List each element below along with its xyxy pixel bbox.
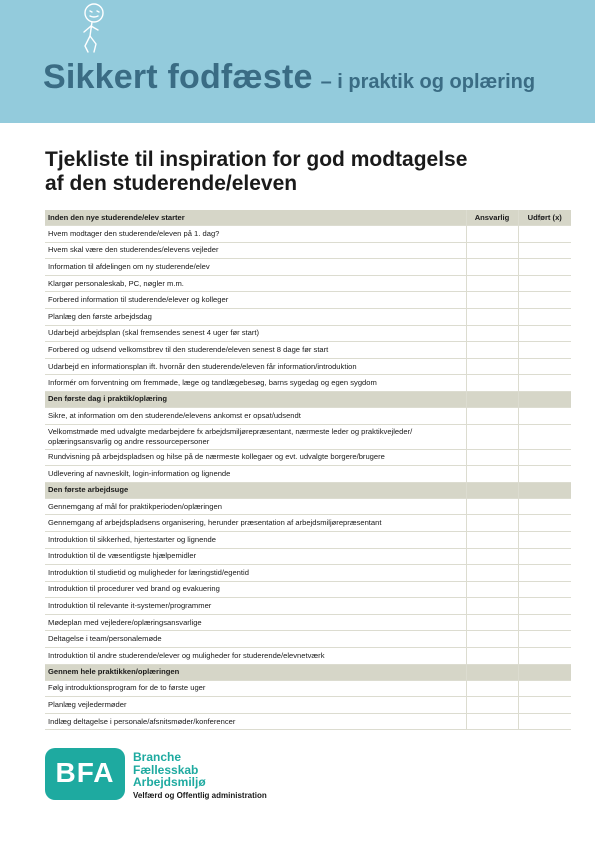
responsible-cell[interactable]: [466, 407, 518, 424]
checklist-item-text: Gennemgang af mål for praktikperioden/oplæringen: [45, 498, 466, 515]
checklist-row: [45, 713, 571, 730]
done-cell[interactable]: [518, 466, 571, 483]
banner-title: [43, 58, 535, 97]
responsible-cell[interactable]: [466, 292, 518, 309]
checklist-item-text: Udarbejd en informationsplan ift. hvornår den studerende/eleven får information/introduktion: [45, 358, 466, 375]
bfa-logo-mark: [45, 748, 125, 800]
responsible-cell[interactable]: [466, 713, 518, 730]
done-cell[interactable]: [518, 275, 571, 292]
responsible-cell[interactable]: [466, 275, 518, 292]
responsible-cell[interactable]: [466, 598, 518, 615]
checklist-item-text: Introduktion til relevante it-systemer/programmer: [45, 598, 466, 615]
checklist-item-text: Information til afdelingen om ny studerende/elev: [45, 259, 466, 276]
responsible-cell[interactable]: [466, 680, 518, 697]
section-header-cell-responsible: [466, 664, 518, 680]
checklist-item-text: Deltagelse i team/personalemøde: [45, 631, 466, 648]
checklist-item-text: Udlevering af navneskilt, login-information og lignende: [45, 466, 466, 483]
checklist-row: [45, 375, 571, 392]
done-cell[interactable]: [518, 648, 571, 665]
done-cell[interactable]: [518, 565, 571, 582]
checklist-row: [45, 424, 571, 449]
column-header-responsible: Ansvarlig: [466, 210, 518, 226]
document-title-line-1: Tjekliste til inspiration for god modtagelse: [45, 148, 468, 171]
checklist-row: [45, 449, 571, 466]
responsible-cell[interactable]: [466, 342, 518, 359]
checklist-item-text: Informér om forventning om fremmøde, læge og tandlægebesøg, barns sygedag og egen sygdom: [45, 375, 466, 392]
section-header-row: [45, 664, 571, 680]
responsible-cell[interactable]: [466, 581, 518, 598]
done-cell[interactable]: [518, 375, 571, 392]
section-header-cell-responsible: [466, 482, 518, 498]
done-cell[interactable]: [518, 515, 571, 532]
bfa-logo-mark-text: BFA: [55, 757, 115, 788]
done-cell[interactable]: [518, 614, 571, 631]
checklist-row: [45, 259, 571, 276]
done-cell[interactable]: [518, 598, 571, 615]
checklist-item-text: Rundvisning på arbejdspladsen og hilse på de nærmeste kollegaer og evt. udvalgte borgere/brugere: [45, 449, 466, 466]
section-header-row: [45, 210, 571, 226]
logo-line-2: Fællesskab: [133, 762, 199, 777]
section-header-cell-responsible: [466, 391, 518, 407]
checklist-item-text: Planlæg vejledermøder: [45, 697, 466, 714]
logo-line-3: Arbejdsmiljø: [133, 775, 206, 789]
column-header-done: Udført (x): [518, 210, 571, 226]
responsible-cell[interactable]: [466, 614, 518, 631]
checklist-row: [45, 407, 571, 424]
section-title: Gennem hele praktikken/oplæringen: [45, 664, 466, 680]
checklist-row: [45, 697, 571, 714]
walking-figure-icon: [74, 0, 114, 58]
checklist-item-text: Introduktion til studietid og muligheder for læringstid/egentid: [45, 565, 466, 582]
responsible-cell[interactable]: [466, 565, 518, 582]
checklist-row: [45, 242, 571, 259]
checklist-item-text: Introduktion til andre studerende/elever og muligheder for studerende/elevnetværk: [45, 648, 466, 665]
logo-subtitle: Velfærd og Offentlig administration: [133, 791, 267, 800]
checklist-item-text: Hvem modtager den studerende/eleven på 1. dag?: [45, 226, 466, 243]
checklist-item-text: Hvem skal være den studerendes/elevens vejleder: [45, 242, 466, 259]
done-cell[interactable]: [518, 407, 571, 424]
done-cell[interactable]: [518, 358, 571, 375]
banner-subtitle: – i praktik og oplæring: [320, 71, 536, 93]
done-cell[interactable]: [518, 713, 571, 730]
responsible-cell[interactable]: [466, 697, 518, 714]
bfa-logo-wordmark: [133, 751, 206, 789]
logo-line-1: Branche: [133, 750, 182, 764]
done-cell[interactable]: [518, 424, 571, 449]
done-cell[interactable]: [518, 581, 571, 598]
checklist-item-text: Gennemgang af arbejdspladsens organisering, herunder præsentation af arbejdsmiljørepræsentant: [45, 515, 466, 532]
checklist-row: [45, 292, 571, 309]
responsible-cell[interactable]: [466, 259, 518, 276]
checklist-item-text: Indlæg deltagelse i personale/afsnitsmøder/konferencer: [45, 713, 466, 730]
responsible-cell[interactable]: [466, 308, 518, 325]
responsible-cell[interactable]: [466, 498, 518, 515]
checklist-item-text: Introduktion til sikkerhed, hjertestarter og lignende: [45, 531, 466, 548]
checklist-item-text: Forbered information til studerende/elever og kolleger: [45, 292, 466, 309]
section-title: Den første dag i praktik/oplæring: [45, 391, 466, 407]
responsible-cell[interactable]: [466, 648, 518, 665]
section-header-row: [45, 482, 571, 498]
responsible-cell[interactable]: [466, 515, 518, 532]
done-cell[interactable]: [518, 531, 571, 548]
done-cell[interactable]: [518, 242, 571, 259]
responsible-cell[interactable]: [466, 375, 518, 392]
document-title: [45, 148, 555, 196]
responsible-cell[interactable]: [466, 226, 518, 243]
checklist-row: [45, 498, 571, 515]
document-title-line-2: af den studerende/eleven: [45, 172, 298, 195]
checklist-row: [45, 548, 571, 565]
checklist-item-text: Klargør personaleskab, PC, nøgler m.m.: [45, 275, 466, 292]
done-cell[interactable]: [518, 226, 571, 243]
done-cell[interactable]: [518, 631, 571, 648]
checklist-item-text: Introduktion til procedurer ved brand og evakuering: [45, 581, 466, 598]
section-header-cell-done: [518, 664, 571, 680]
done-cell[interactable]: [518, 325, 571, 342]
section-header-cell-done: [518, 482, 571, 498]
checklist-item-text: Udarbejd arbejdsplan (skal fremsendes senest 4 uger før start): [45, 325, 466, 342]
done-cell[interactable]: [518, 498, 571, 515]
section-header-cell-done: [518, 391, 571, 407]
checklist-row: [45, 226, 571, 243]
checklist-item-text: Planlæg den første arbejdsdag: [45, 308, 466, 325]
checklist-row: [45, 466, 571, 483]
done-cell[interactable]: [518, 342, 571, 359]
banner-main-title: Sikkert fodfæste: [43, 58, 313, 96]
checklist-row: [45, 598, 571, 615]
done-cell[interactable]: [518, 449, 571, 466]
section-header-row: [45, 391, 571, 407]
responsible-cell[interactable]: [466, 548, 518, 565]
checklist-row: [45, 358, 571, 375]
responsible-cell[interactable]: [466, 358, 518, 375]
responsible-cell[interactable]: [466, 631, 518, 648]
done-cell[interactable]: [518, 292, 571, 309]
header-banner: [0, 0, 595, 123]
checklist-row: [45, 531, 571, 548]
done-cell[interactable]: [518, 697, 571, 714]
checklist-row: [45, 680, 571, 697]
checklist-table: [45, 210, 571, 730]
checklist-row: [45, 275, 571, 292]
checklist-row: [45, 342, 571, 359]
done-cell[interactable]: [518, 259, 571, 276]
responsible-cell[interactable]: [466, 449, 518, 466]
checklist-item-text: Følg introduktionsprogram for de to første uger: [45, 680, 466, 697]
checklist-row: [45, 565, 571, 582]
checklist-row: [45, 631, 571, 648]
done-cell[interactable]: [518, 308, 571, 325]
checklist-item-text: Mødeplan med vejledere/oplæringsansvarlige: [45, 614, 466, 631]
checklist-row: [45, 325, 571, 342]
checklist-item-text: Velkomstmøde med udvalgte medarbejdere fx arbejdsmiljørepræsentant, nærmeste leder og praktikvejleder/ oplæringsansvarlig og andre ressourcepersoner: [45, 424, 466, 449]
section-title: Inden den nye studerende/elev starter: [45, 210, 466, 226]
checklist-row: [45, 581, 571, 598]
done-cell[interactable]: [518, 548, 571, 565]
section-title: Den første arbejdsuge: [45, 482, 466, 498]
responsible-cell[interactable]: [466, 424, 518, 449]
checklist-row: [45, 515, 571, 532]
checklist-row: [45, 614, 571, 631]
checklist-item-text: Sikre, at information om den studerende/elevens ankomst er opsat/udsendt: [45, 407, 466, 424]
checklist-item-text: Forbered og udsend velkomstbrev til den studerende/eleven senest 8 dage før start: [45, 342, 466, 359]
responsible-cell[interactable]: [466, 325, 518, 342]
done-cell[interactable]: [518, 680, 571, 697]
checklist-item-text: Introduktion til de væsentligste hjælpemidler: [45, 548, 466, 565]
checklist-row: [45, 308, 571, 325]
checklist-row: [45, 648, 571, 665]
responsible-cell[interactable]: [466, 242, 518, 259]
responsible-cell[interactable]: [466, 531, 518, 548]
responsible-cell[interactable]: [466, 466, 518, 483]
